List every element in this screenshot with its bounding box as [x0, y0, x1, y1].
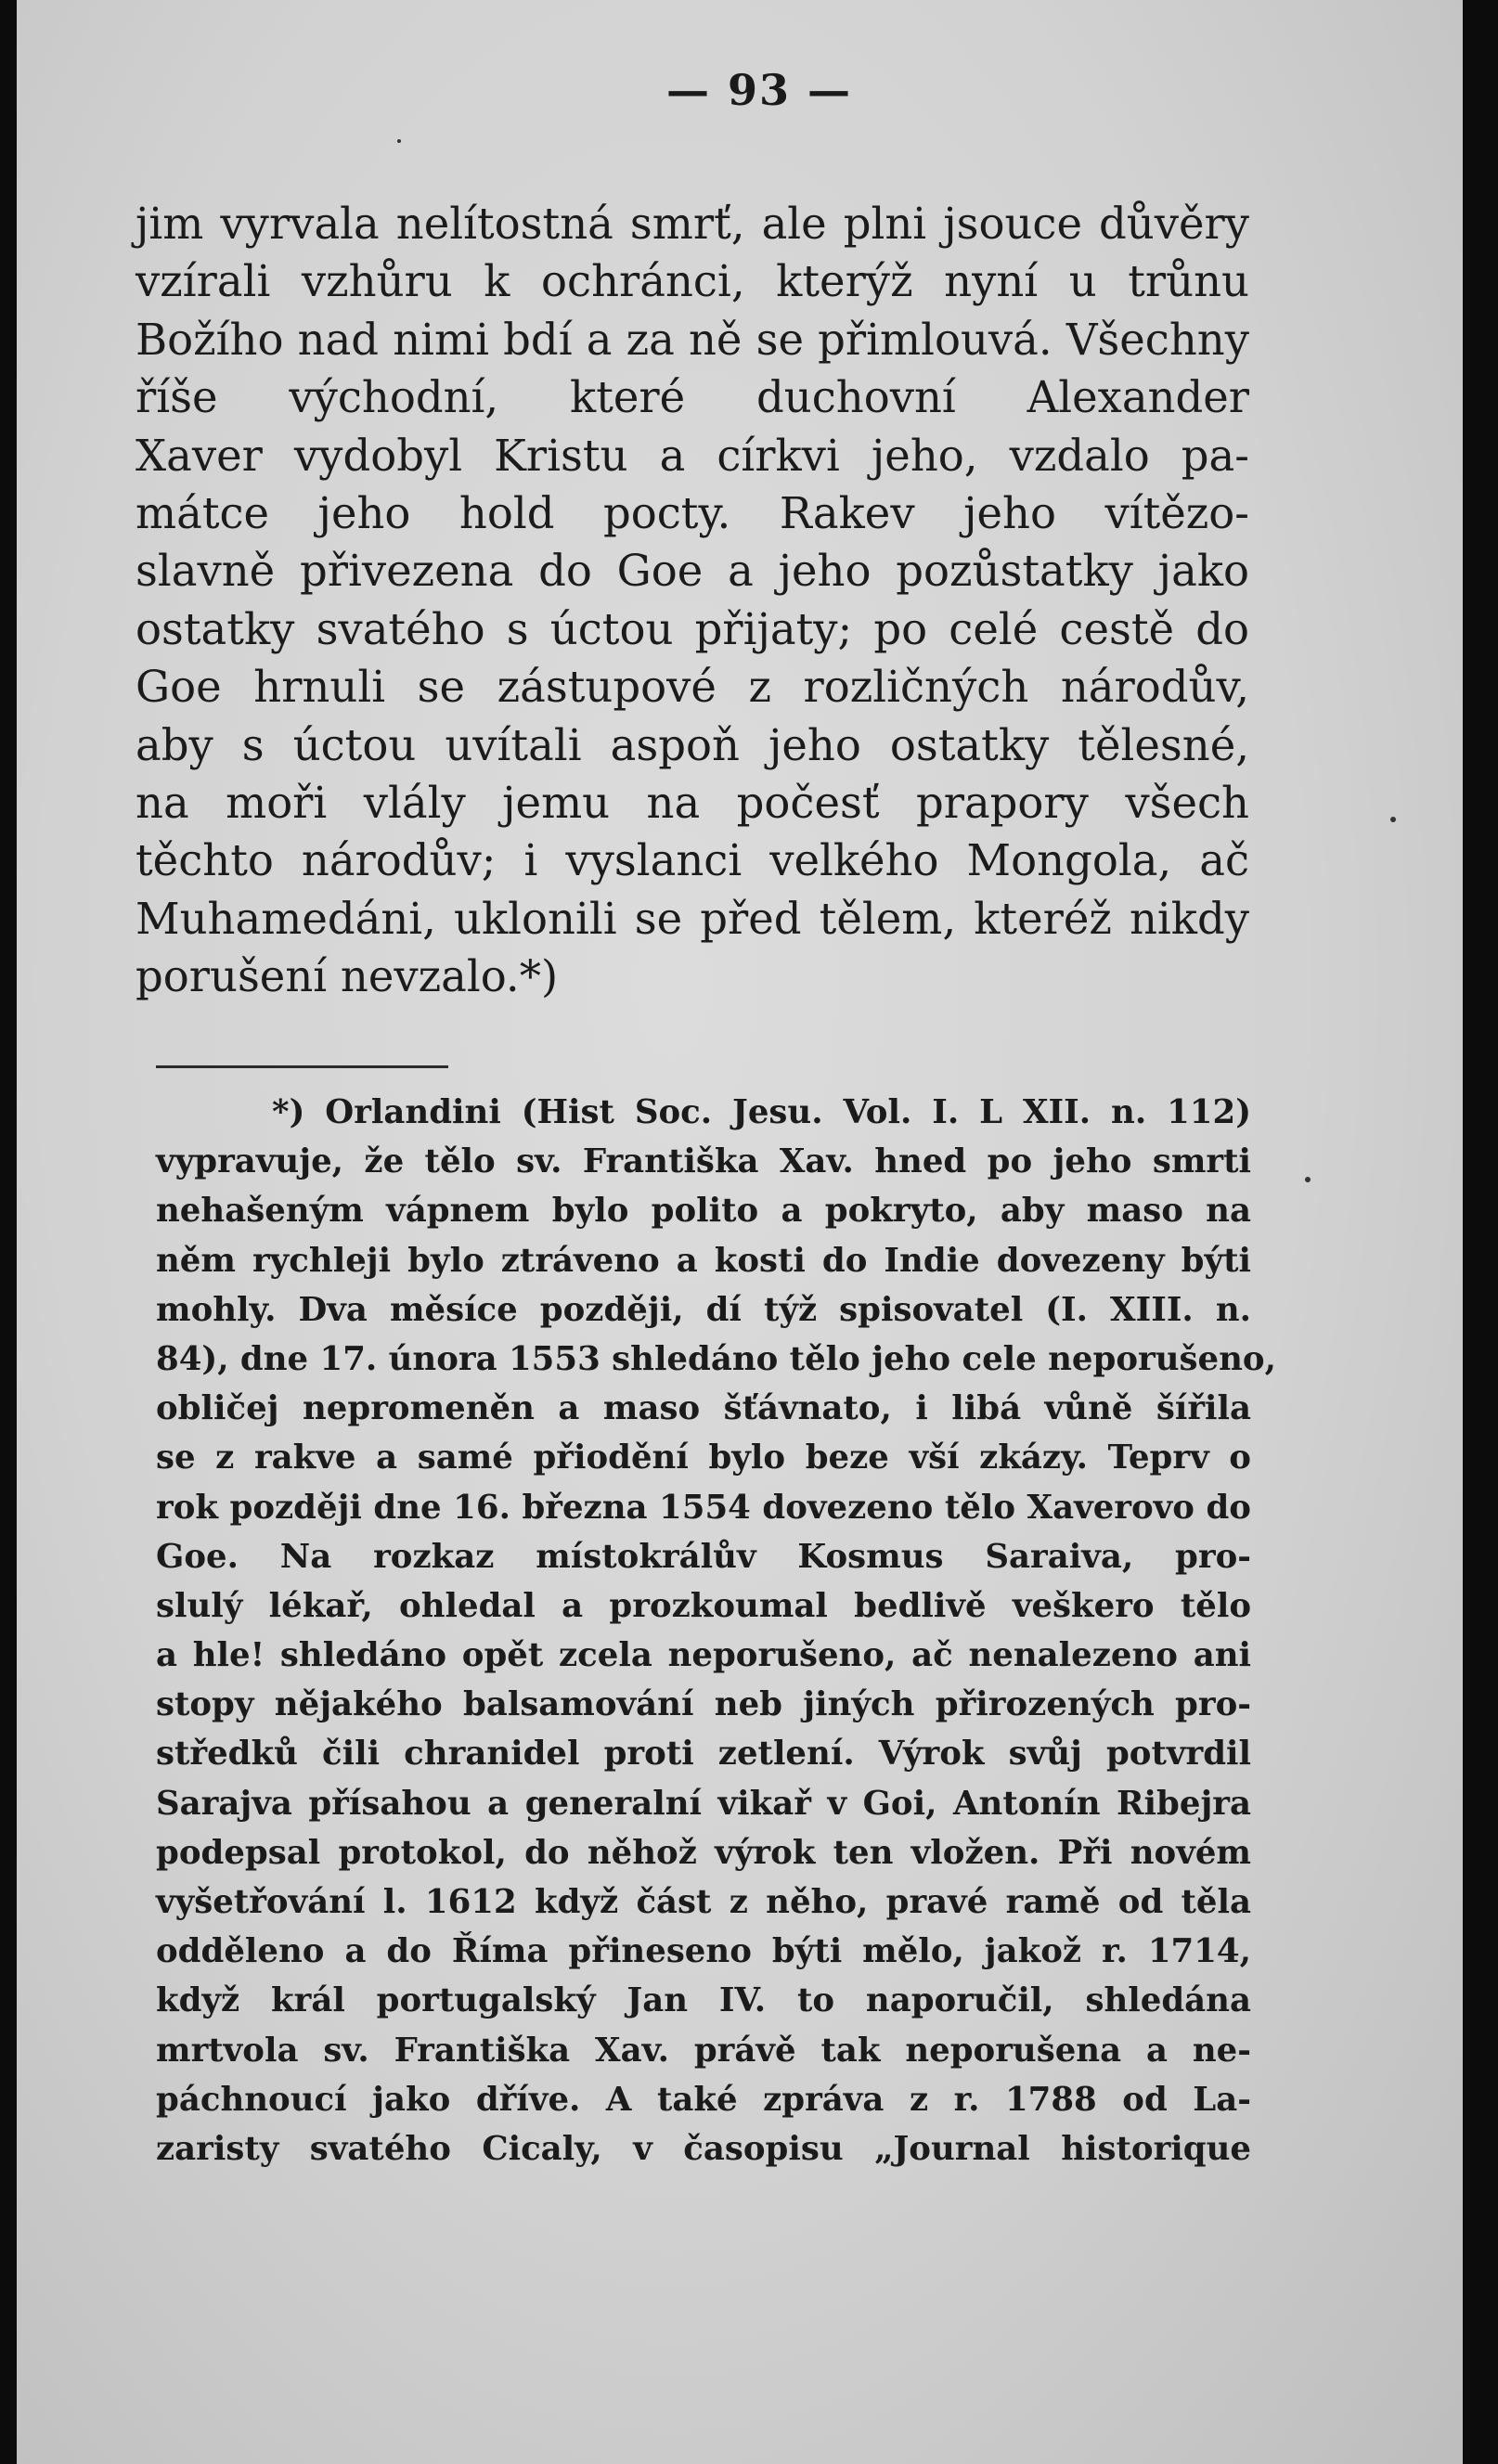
paper-speck — [1305, 1177, 1311, 1182]
footnote-line: nehašeným vápnem bylo polito a pokryto, aby maso na — [156, 1192, 1251, 1231]
footnote-line: když král portugalský Jan IV. to naporučil, shledána — [156, 1981, 1251, 2020]
footnote-line: se z rakve a samé přiodění bylo beze vší zkázy. Teprv o — [156, 1438, 1251, 1477]
footnote-line: mrtvola sv. Františka Xav. právě tak neporušena a ne- — [156, 2031, 1251, 2070]
footnote-line: středků čili chranidel proti zetlení. Výrok svůj potvrdil — [156, 1735, 1251, 1774]
footnote-line: stopy nějakého balsamování neb jiných přirozených pro- — [156, 1685, 1251, 1724]
body-line: na moři vlály jemu na počesť prapory všech — [136, 777, 1249, 828]
body-line: mátce jeho hold pocty. Rakev jeho vítězo- — [136, 487, 1249, 538]
footnote-line: a hle! shledáno opět zcela neporušeno, ač nenalezeno ani — [156, 1636, 1251, 1675]
footnote-line: rok později dne 16. března 1554 dovezeno tělo Xaverovo do — [156, 1488, 1251, 1527]
footnote-line: vypravuje, že tělo sv. Františka Xav. hned po jeho smrti — [156, 1142, 1251, 1181]
body-line: aby s úctou uvítali aspoň jeho ostatky tělesné, — [136, 719, 1249, 770]
body-line: jim vyrvala nelítostná smrť, ale plni jsouce důvěry — [136, 199, 1249, 249]
body-line: Muhamedáni, uklonili se před tělem, kteréž nikdy — [136, 893, 1249, 944]
page-number: — 93 — — [665, 65, 853, 115]
footnote-line: zaristy svatého Cicaly, v časopisu „Journal historique — [156, 2129, 1251, 2168]
body-line: vzírali vzhůru k ochránci, kterýž nyní u trůnu — [136, 256, 1249, 307]
paper-speck — [1390, 817, 1396, 822]
scan-border — [1463, 0, 1498, 2464]
paper-speck — [397, 139, 401, 143]
footnote-line: obličej nepromeněn a maso šťávnato, i libá vůně šířila — [156, 1389, 1251, 1428]
main-text — [136, 195, 1249, 1005]
body-line: Goe hrnuli se zástupové z rozličných národův, — [136, 662, 1249, 713]
footnote-line: *) Orlandini (Hist Soc. Jesu. Vol. I. L XII. n. 112) — [272, 1093, 1251, 1131]
footnote — [156, 1088, 1276, 2174]
body-line: těchto národův; i vyslanci velkého Mongola, ač — [136, 835, 1249, 886]
footnote-line: vyšetřování l. 1612 když část z něho, pravé ramě od těla — [156, 1883, 1251, 1921]
footnote-line: něm rychleji bylo ztráveno a kosti do Indie dovezeny býti — [156, 1241, 1251, 1280]
body-line: říše východní, které duchovní Alexander — [136, 372, 1249, 423]
footnote-line: 84), dne 17. února 1553 shledáno tělo jeho cele neporušeno, — [156, 1339, 1276, 1378]
body-line: Božího nad nimi bdí a za ně se přimlouvá. Všechny — [136, 314, 1249, 365]
footnote-line: slulý lékař, ohledal a prozkoumal bedlivě veškero tělo — [156, 1586, 1251, 1625]
body-line: slavně přivezena do Goe a jeho pozůstatky jako — [136, 546, 1249, 597]
body-line: Xaver vydobyl Kristu a církvi jeho, vzdalo pa- — [136, 430, 1249, 481]
body-line: porušení nevzalo.*) — [136, 951, 559, 1002]
book-page — [17, 0, 1474, 2464]
footnote-line: podepsal protokol, do něhož výrok ten vložen. Při novém — [156, 1833, 1251, 1872]
footnote-line: Goe. Na rozkaz místokrálův Kosmus Saraiva, pro- — [156, 1537, 1251, 1576]
footnote-line: páchnoucí jako dříve. A také zpráva z r. 1788 od La- — [156, 2080, 1251, 2119]
footnote-line: Sarajva přísahou a generalní vikař v Goi, Antonín Ribejra — [156, 1784, 1251, 1823]
footnote-line: mohly. Dva měsíce později, dí týž spisovatel (I. XIII. n. — [156, 1290, 1251, 1329]
body-line: ostatky svatého s úctou přijaty; po celé cestě do — [136, 603, 1249, 654]
footnote-line: odděleno a do Říma přineseno býti mělo, jakož r. 1714, — [156, 1932, 1251, 1971]
footnote-separator — [156, 1065, 448, 1068]
